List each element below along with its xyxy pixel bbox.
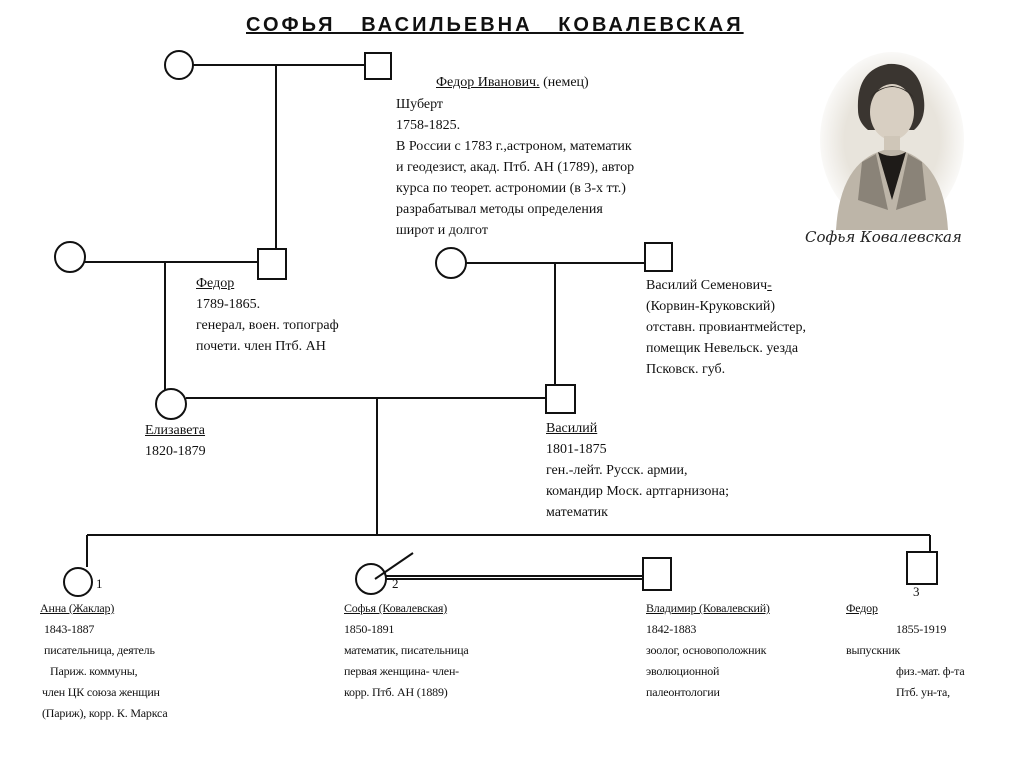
anna-line: член ЦК союза женщин <box>42 685 160 699</box>
vasily-semenovich-block <box>646 275 806 380</box>
schubert-line: широт и долгот <box>396 223 488 238</box>
vladimir-line: зоолог, основоположник <box>646 643 767 657</box>
symbol-female-elizaveta <box>156 389 186 419</box>
sofia-line: математик, писательница <box>344 643 469 657</box>
fedor-younger-years: 1855-1919 <box>896 622 947 636</box>
fedor-younger-line: выпускник <box>846 643 901 657</box>
anna-line: Париж. коммуны, <box>50 664 138 678</box>
vasily-semenovich-line: помещик Невельск. уезда <box>646 341 799 356</box>
sofia-line: корр. Птб. АН (1889) <box>344 685 448 699</box>
vladimir-name: Владимир (Ковалевский) <box>646 601 770 615</box>
vasily-block <box>546 418 729 523</box>
anna-block <box>40 598 167 724</box>
schubert-line: В России с 1783 г.,астроном, математик <box>396 139 632 154</box>
fedor-younger-line: Птб. ун-та, <box>896 685 950 699</box>
vladimir-line: палеонтологии <box>646 685 720 699</box>
fedor-elder-line: генерал, воен. топограф <box>196 318 339 333</box>
anna-line: (Париж), корр. К. Маркса <box>42 706 168 720</box>
fedor-elder-block <box>196 273 339 357</box>
symbol-female-fedor-wife <box>55 242 85 272</box>
symbol-female-schubert-wife <box>165 51 193 79</box>
symbol-female-vs-wife <box>436 248 466 278</box>
symbol-male-schubert <box>365 53 391 79</box>
page-title: СОФЬЯ ВАСИЛЬЕВНА КОВАЛЕВСКАЯ <box>246 14 744 36</box>
symbol-female-sofia <box>356 564 386 594</box>
schubert-note: (немец) <box>543 75 589 90</box>
sofia-line: 1850-1891 <box>344 622 395 636</box>
symbol-male-vasily-semenovich <box>645 243 672 271</box>
elizaveta-line: 1820-1879 <box>145 444 206 459</box>
vasily-line: 1801-1875 <box>546 442 607 457</box>
vladimir-line: эволюционной <box>646 664 720 678</box>
symbol-male-vladimir <box>643 558 671 590</box>
elizaveta-block <box>145 420 206 462</box>
schubert-heading <box>436 72 589 93</box>
schubert-line: Шуберт <box>396 97 444 112</box>
fedor-younger-name-block <box>846 598 878 619</box>
schubert-line: курса по теорет. астрономии (в 3-х тт.) <box>396 181 626 196</box>
vasily-name: Василий <box>546 421 598 436</box>
schubert-details <box>396 94 634 241</box>
vasily-semenovich-line: Псковск. губ. <box>646 362 726 377</box>
symbol-female-anna <box>64 568 92 596</box>
sofia-number: 2 <box>392 576 399 591</box>
schubert-line: 1758-1825. <box>396 118 461 133</box>
signature: Софья Ковалевская <box>805 228 962 246</box>
fedor-younger-line: физ.-мат. ф-та <box>896 664 965 678</box>
vasily-line: математик <box>546 505 608 520</box>
vasily-semenovich-line: (Корвин-Круковский) <box>646 299 775 314</box>
schubert-name: Федор Иванович. <box>436 75 540 90</box>
portrait-image <box>818 50 966 230</box>
vasily-semenovich-name: Василий Семенович- <box>646 278 772 293</box>
anna-number: 1 <box>96 576 103 591</box>
schubert-line: и геодезист, акад. Птб. АН (1789), автор <box>396 160 635 175</box>
fedor-younger-number: 3 <box>913 584 920 599</box>
fedor-elder-name: Федор <box>196 276 235 291</box>
fedor-elder-line: почети. член Птб. АН <box>196 339 326 354</box>
vasily-line: командир Моск. артгарнизона; <box>546 484 730 499</box>
sofia-line: первая женщина- член- <box>344 664 459 678</box>
schubert-line: разрабатывал методы определения <box>396 202 603 217</box>
fedor-elder-line: 1789-1865. <box>196 297 261 312</box>
vasily-line: ген.-лейт. Русск. армии, <box>546 463 688 478</box>
anna-name: Анна (Жаклар) <box>40 601 115 615</box>
sofia-block <box>344 598 468 703</box>
vladimir-line: 1842-1883 <box>646 622 697 636</box>
vasily-semenovich-line: отставн. провиантмейстер, <box>646 320 806 335</box>
fedor-younger-name: Федор <box>846 601 878 615</box>
symbol-male-fedor-younger <box>907 552 937 584</box>
vladimir-block <box>646 598 770 703</box>
anna-line: писательница, деятель <box>44 643 155 657</box>
anna-line: 1843-1887 <box>44 622 95 636</box>
sofia-name: Софья (Ковалевская) <box>344 601 448 615</box>
symbol-male-vasily <box>546 385 575 413</box>
elizaveta-name: Елизавета <box>145 423 206 438</box>
